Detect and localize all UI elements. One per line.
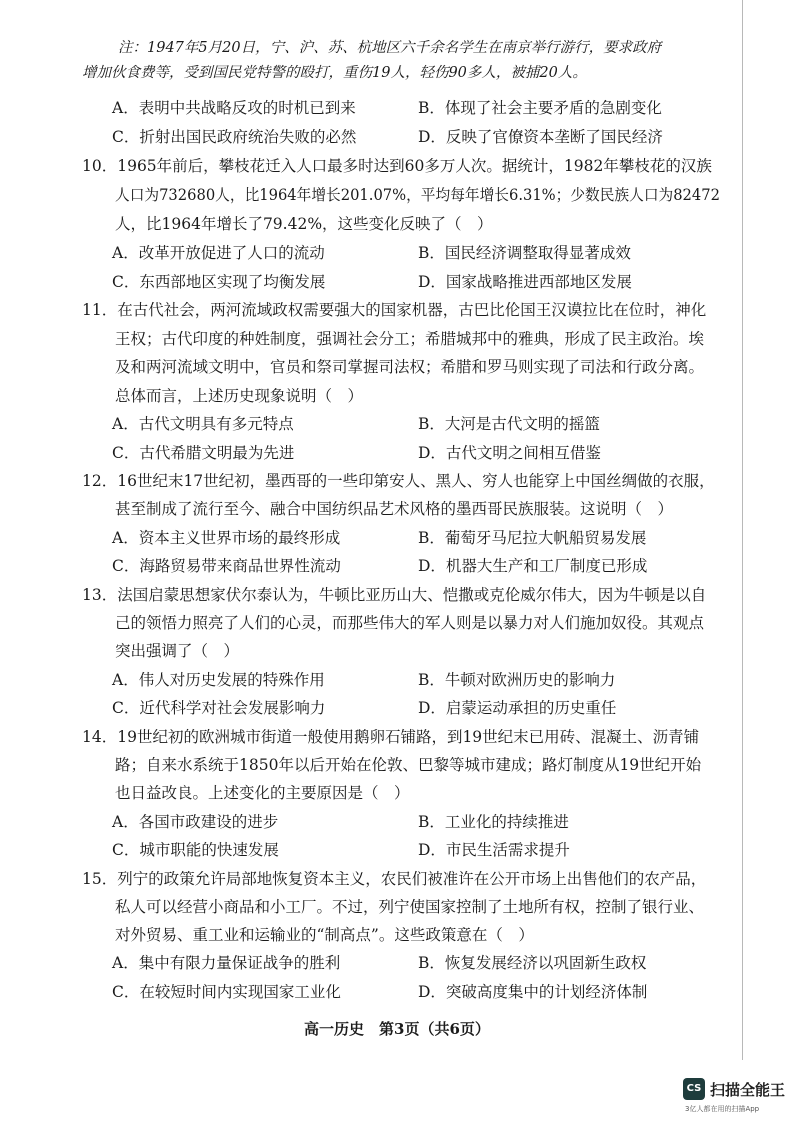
- note-line-2: 增加伙食费等，受到国民党特警的殴打，重伤19人，轻伤90多人，被捕20人。: [82, 65, 587, 81]
- q11-option-c: C．古代希腊文明最为先进: [112, 444, 295, 462]
- q9-option-a: A．表明中共战略反攻的时机已到来: [112, 99, 356, 117]
- q11-option-a: A．古代文明具有多元特点: [112, 415, 294, 433]
- scanner-brand-tagline: 3亿人都在用的扫描App: [685, 1105, 760, 1113]
- q14-option-a: A．各国市政建设的进步: [112, 813, 279, 831]
- q13-stem-line-1: 13．法国启蒙思想家伏尔泰认为，牛顿比亚历山大、恺撒或克伦威尔伟大，因为牛顿是以自: [82, 586, 707, 604]
- scanner-watermark: [683, 1078, 791, 1118]
- q12-option-a: A．资本主义世界市场的最终形成: [112, 529, 341, 547]
- q14-option-d: D．市民生活需求提升: [418, 841, 570, 859]
- q14-option-b: B．工业化的持续推进: [418, 813, 569, 831]
- q13-stem-line-2: 己的领悟力照亮了人们的心灵，而那些伟大的军人则是以暴力对人们施加奴役。其观点: [115, 614, 705, 632]
- q10-option-c: C．东西部地区实现了均衡发展: [112, 273, 326, 291]
- page-footer: 高一历史 第3页（共6页）: [304, 1020, 490, 1038]
- q15-stem-line-1: 15．列宁的政策允许局部地恢复资本主义，农民们被准许在公开市场上出售他们的农产品，: [82, 870, 707, 888]
- scan-edge-line: [742, 0, 743, 1060]
- scanner-brand-name: 扫描全能王: [710, 1081, 786, 1099]
- q12-option-d: D．机器大生产和工厂制度已形成: [418, 557, 648, 575]
- q14-option-c: C．城市职能的快速发展: [112, 841, 279, 859]
- q12-stem-line-2: 甚至制成了流行至今、融合中国纺织品艺术风格的墨西哥民族服装。这说明（ ）: [115, 500, 674, 518]
- q15-stem-line-2: 私人可以经营小商品和小工厂。不过，列宁使国家控制了土地所有权，控制了银行业、: [115, 898, 705, 916]
- q15-option-a: A．集中有限力量保证战争的胜利: [112, 954, 341, 972]
- q13-option-c: C．近代科学对社会发展影响力: [112, 699, 326, 717]
- q14-stem-line-2: 路；自来水系统于1850年以后开始在伦敦、巴黎等城市建成；路灯制度从19世纪开始: [115, 756, 702, 774]
- q14-stem-line-3: 也日益改良。上述变化的主要原因是（ ）: [115, 784, 410, 802]
- q13-option-b: B．牛顿对欧洲历史的影响力: [418, 671, 616, 689]
- q9-option-b: B．体现了社会主要矛盾的急剧变化: [418, 99, 662, 117]
- q13-option-d: D．启蒙运动承担的历史重任: [418, 699, 617, 717]
- q11-stem-line-2: 王权；古代印度的种姓制度，强调社会分工；希腊城邦中的雅典，形成了民主政治。埃: [115, 330, 705, 348]
- q10-option-a: A．改革开放促进了人口的流动: [112, 244, 325, 262]
- note-line-1: 注：1947年5月20日，宁、沪、苏、杭地区六千余名学生在南京举行游行，要求政府: [118, 40, 662, 56]
- q10-option-d: D．国家战略推进西部地区发展: [418, 273, 632, 291]
- q11-option-b: B．大河是古代文明的摇篮: [418, 415, 600, 433]
- q11-stem-line-1: 11．在古代社会，两河流域政权需要强大的国家机器，古巴比伦国王汉谟拉比在位时，神化: [82, 301, 707, 319]
- q10-stem-line-3: 人，比1964年增长了79.42%，这些变化反映了（ ）: [115, 215, 493, 233]
- q9-option-c: C．折射出国民政府统治失败的必然: [112, 128, 357, 146]
- q15-option-c: C．在较短时间内实现国家工业化: [112, 983, 341, 1001]
- q10-option-b: B．国民经济调整取得显著成效: [418, 244, 631, 262]
- q12-stem-line-1: 12．16世纪末17世纪初，墨西哥的一些印第安人、黑人、穷人也能穿上中国丝绸做的衣服，: [82, 472, 715, 490]
- q15-option-b: B．恢复发展经济以巩固新生政权: [418, 954, 647, 972]
- camscanner-logo-icon: CS: [683, 1078, 705, 1100]
- q12-option-b: B．葡萄牙马尼拉大帆船贸易发展: [418, 529, 647, 547]
- q11-stem-line-3: 及和两河流域文明中，官员和祭司掌握司法权；希腊和罗马则实现了司法和行政分离。: [115, 358, 705, 376]
- q13-option-a: A．伟人对历史发展的特殊作用: [112, 671, 325, 689]
- q13-stem-line-3: 突出强调了（ ）: [115, 642, 240, 660]
- q15-option-d: D．突破高度集中的计划经济体制: [418, 983, 648, 1001]
- q10-stem-line-1: 10．1965年前后，攀枝花迁入人口最多时达到60多万人次。据统计，1982年攀枝花的汉族: [82, 157, 712, 175]
- q14-stem-line-1: 14．19世纪初的欧洲城市街道一般使用鹅卵石铺路，到19世纪末已用砖、混凝土、沥青铺: [82, 728, 700, 746]
- q9-option-d: D．反映了官僚资本垄断了国民经济: [418, 128, 663, 146]
- q10-stem-line-2: 人口为732680人，比1964年增长201.07%，平均每年增长6.31%；少数民族人口为82472: [115, 186, 720, 204]
- q15-stem-line-3: 对外贸易、重工业和运输业的“制高点”。这些政策意在（ ）: [115, 926, 534, 944]
- q11-stem-line-4: 总体而言，上述历史现象说明（ ）: [115, 387, 364, 405]
- q11-option-d: D．古代文明之间相互借鉴: [418, 444, 601, 462]
- q12-option-c: C．海路贸易带来商品世界性流动: [112, 557, 341, 575]
